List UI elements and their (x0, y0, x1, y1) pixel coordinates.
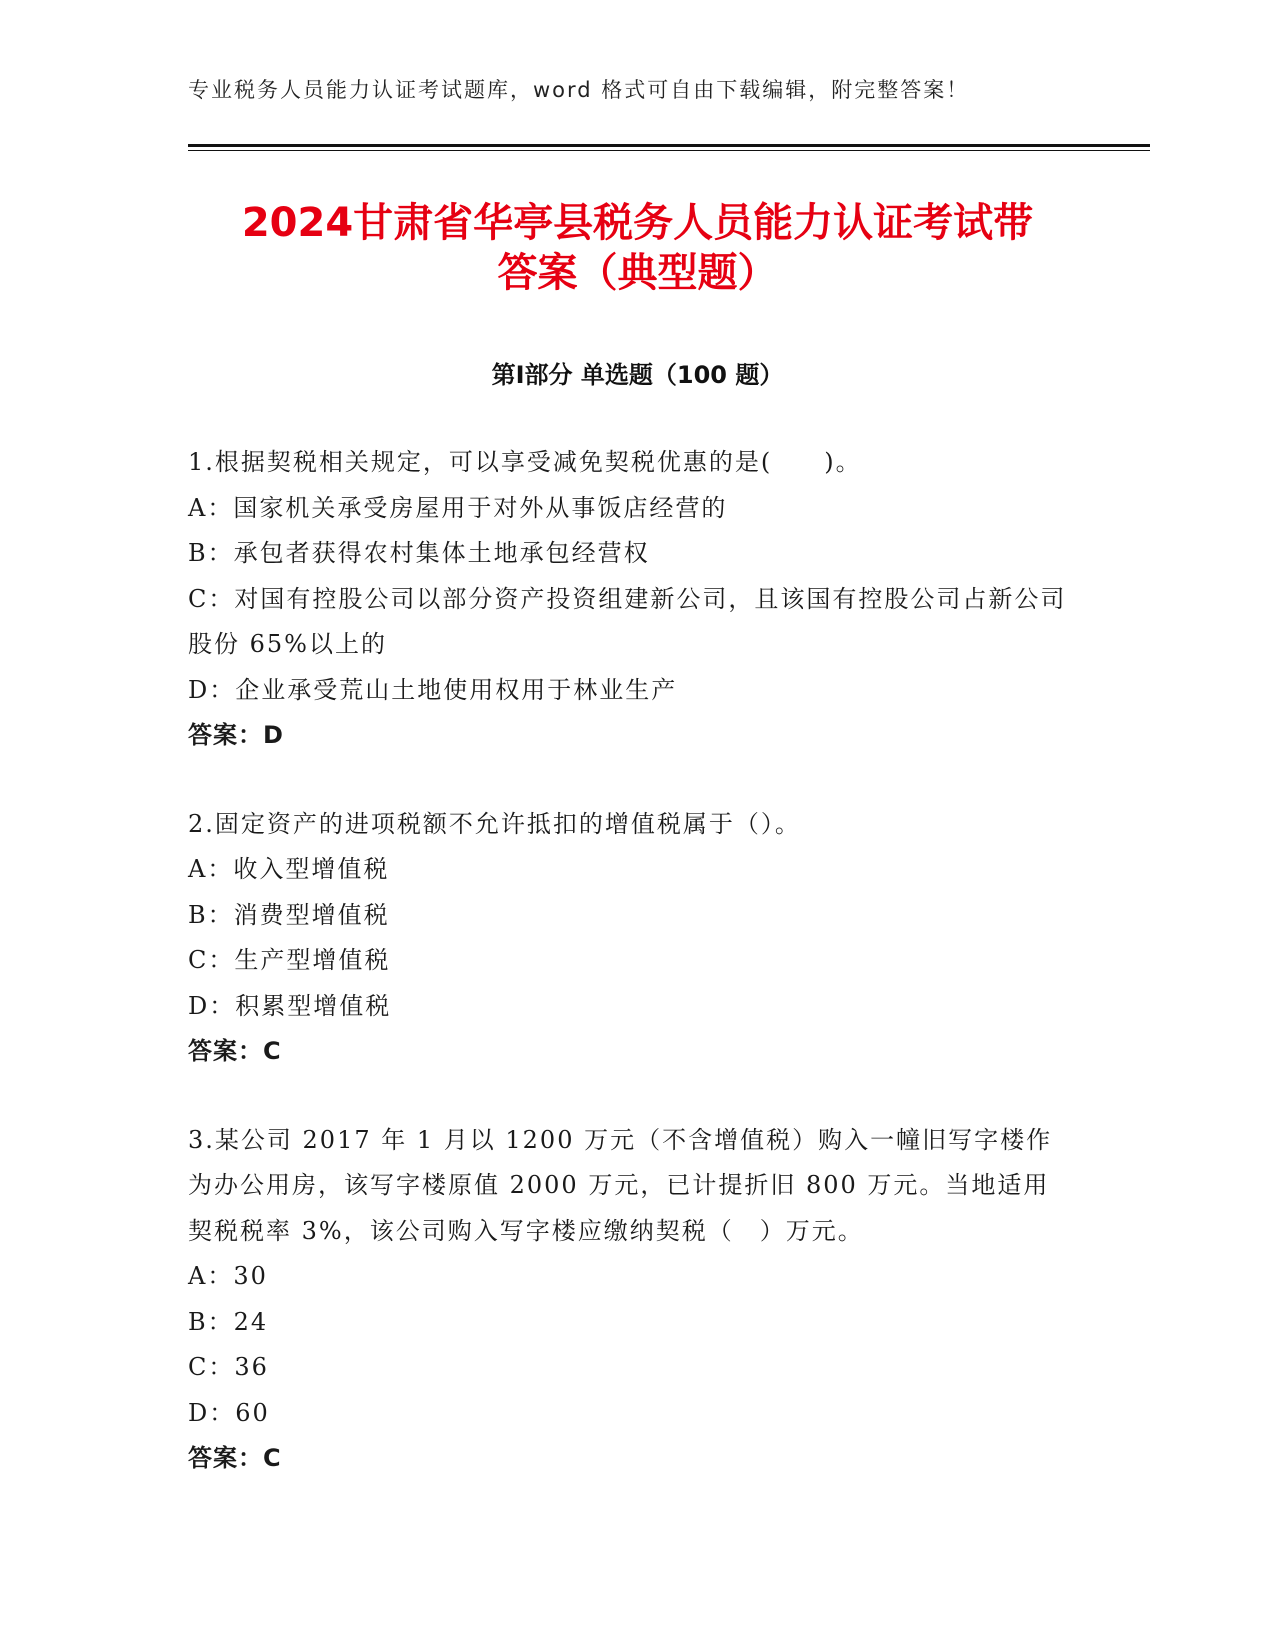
question-1 (188, 440, 1068, 759)
option-a: A：收入型增值税 (188, 855, 390, 883)
option-c: C：对国有控股公司以部分资产投资组建新公司，且该国有控股公司占新公司股份 65%以上的 (188, 584, 1067, 658)
document-title-line-2: 答案（典型题） (497, 250, 778, 296)
question-3 (188, 1118, 1068, 1482)
option-d: D：积累型增值税 (188, 991, 392, 1020)
option-a: A：30 (188, 1262, 268, 1290)
header-rule-thick (188, 144, 1150, 147)
option-c: C：36 (188, 1353, 269, 1381)
option-b: B：24 (188, 1307, 269, 1336)
question-2 (188, 802, 1068, 1075)
section-heading: 第Ⅰ部分 单选题（100 题） (491, 361, 784, 389)
option-a: A：国家机关承受房屋用于对外从事饭店经营的 (188, 493, 728, 522)
option-d: D：企业承受荒山土地使用权用于林业生产 (188, 675, 678, 704)
answer: 答案：C (188, 1037, 282, 1065)
answer: 答案：D (188, 721, 284, 749)
question-stem: 3.某公司 2017 年 1 月以 1200 万元（不含增值税）购入一幢旧写字楼作为办公用房，该写字楼原值 2000 万元，已计提折旧 800 万元。当地适用契税税率 3%，该公司购入写字楼应缴纳契税（ ）万元。 (188, 1125, 1053, 1245)
header-note: 专业税务人员能力认证考试题库，word 格式可自由下载编辑，附完整答案！ (188, 78, 970, 102)
header-rule-thin (188, 150, 1150, 151)
question-stem: 2.固定资产的进项税额不允许抵扣的增值税属于（）。 (188, 809, 801, 838)
option-b: B：承包者获得农村集体土地承包经营权 (188, 539, 650, 567)
document-title-line-1: 2024甘肃省华亭县税务人员能力认证考试带 (241, 200, 1034, 246)
option-d: D：60 (188, 1398, 270, 1427)
question-stem: 1.根据契税相关规定，可以享受减免契税优惠的是( )。 (188, 448, 862, 476)
option-b: B：消费型增值税 (188, 900, 390, 929)
document-title (150, 198, 1125, 298)
option-c: C：生产型增值税 (188, 946, 391, 974)
answer: 答案：C (188, 1444, 282, 1472)
question-list (188, 440, 1068, 1525)
